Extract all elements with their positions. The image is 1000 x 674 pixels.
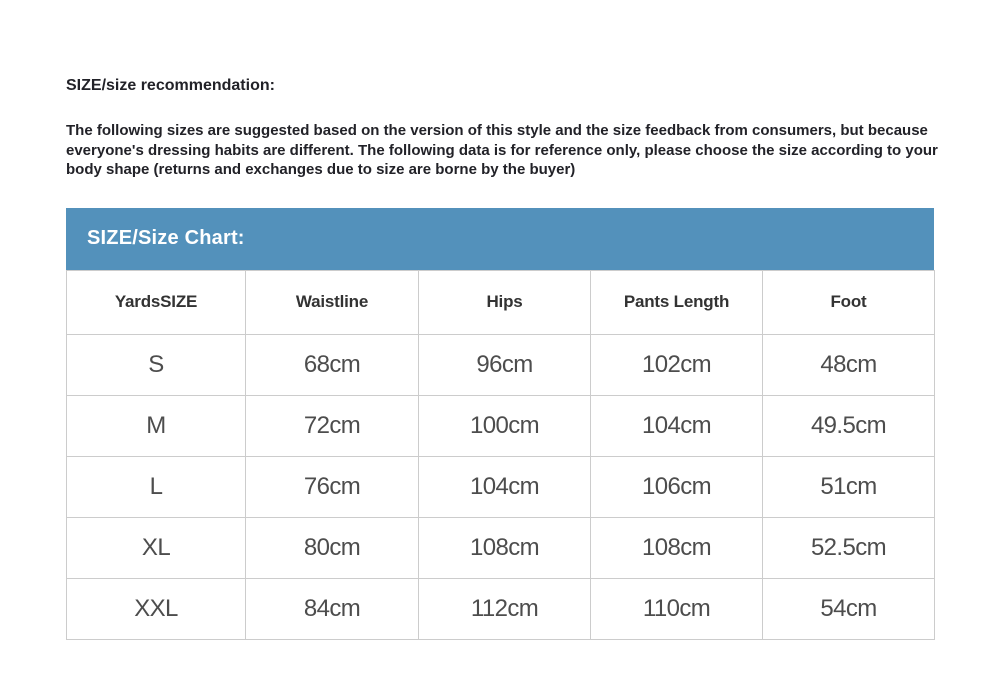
- table-row-xl: [67, 517, 935, 578]
- size-chart-title-bar: [66, 208, 934, 270]
- size-cell: XL: [67, 517, 246, 578]
- pants-length-cell: 102cm: [591, 334, 763, 395]
- pants-length-cell: 108cm: [591, 517, 763, 578]
- waistline-cell: 84cm: [246, 578, 419, 639]
- hips-cell: 104cm: [419, 456, 591, 517]
- pants-length-cell: 110cm: [591, 578, 763, 639]
- foot-cell: 48cm: [763, 334, 935, 395]
- foot-cell: 49.5cm: [763, 395, 935, 456]
- hips-cell: 112cm: [419, 578, 591, 639]
- column-header-yards-size: YardsSIZE: [67, 270, 246, 334]
- size-cell: L: [67, 456, 246, 517]
- waistline-cell: 72cm: [246, 395, 419, 456]
- size-cell: M: [67, 395, 246, 456]
- size-recommendation-title: SIZE/size recommendation:: [66, 77, 275, 94]
- table-row-l: [67, 456, 935, 517]
- size-chart-title: SIZE/Size Chart:: [87, 227, 245, 249]
- size-cell: S: [67, 334, 246, 395]
- foot-cell: 51cm: [763, 456, 935, 517]
- column-header-hips: Hips: [419, 270, 591, 334]
- table-row-xxl: [67, 578, 935, 639]
- waistline-cell: 80cm: [246, 517, 419, 578]
- column-header-waistline: Waistline: [246, 270, 419, 334]
- table-row-s: [67, 334, 935, 395]
- pants-length-cell: 104cm: [591, 395, 763, 456]
- foot-cell: 52.5cm: [763, 517, 935, 578]
- hips-cell: 96cm: [419, 334, 591, 395]
- waistline-cell: 68cm: [246, 334, 419, 395]
- header-row: [67, 270, 935, 334]
- size-cell: XXL: [67, 578, 246, 639]
- table-row-m: [67, 395, 935, 456]
- pants-length-cell: 106cm: [591, 456, 763, 517]
- content-column: [66, 0, 938, 640]
- size-recommendation-text: The following sizes are suggested based on the version of this style and the size feedback from consumers, but because everyone's dressing habits are different. The following data is for reference only, please choose the size according to your body shape (returns and exchanges due to size are borne by the buyer): [66, 122, 938, 178]
- hips-cell: 100cm: [419, 395, 591, 456]
- waistline-cell: 76cm: [246, 456, 419, 517]
- size-chart-table: [66, 270, 935, 640]
- column-header-pants-length: Pants Length: [591, 270, 763, 334]
- foot-cell: 54cm: [763, 578, 935, 639]
- column-header-foot: Foot: [763, 270, 935, 334]
- hips-cell: 108cm: [419, 517, 591, 578]
- size-chart-section: [66, 208, 934, 640]
